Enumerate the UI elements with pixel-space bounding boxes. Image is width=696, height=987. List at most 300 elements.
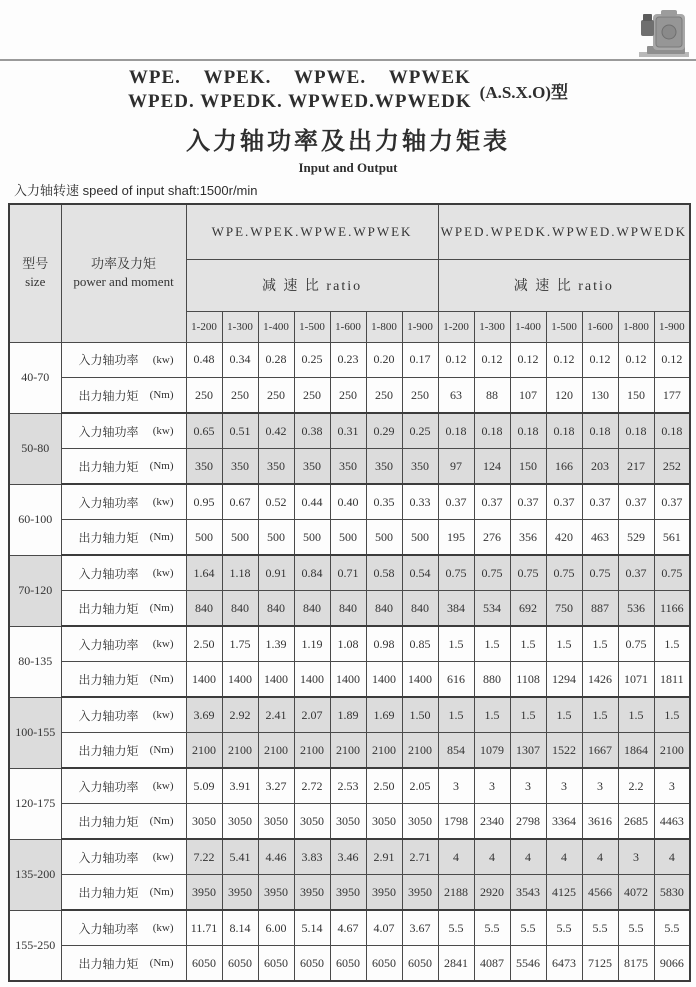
- power-value-cell: 0.18: [510, 413, 546, 449]
- moment-value-cell: 1166: [654, 591, 690, 627]
- power-row-label: 入力轴功率: [78, 637, 139, 652]
- power-value-cell: 0.25: [294, 342, 330, 378]
- moment-value-cell: 350: [330, 449, 366, 485]
- power-value-cell: 0.31: [330, 413, 366, 449]
- moment-value-cell: 130: [582, 378, 618, 414]
- power-value-cell: 0.65: [186, 413, 222, 449]
- model-codes-line1: WPE. WPEK. WPWE. WPWEK: [128, 67, 471, 88]
- table-row: [9, 413, 690, 449]
- moment-value-cell: 4125: [546, 875, 582, 911]
- power-value-cell: 0.37: [618, 484, 654, 520]
- moment-value-cell: 2100: [366, 733, 402, 769]
- moment-value-cell: 350: [222, 449, 258, 485]
- moment-value-cell: 2100: [258, 733, 294, 769]
- power-value-cell: 3.46: [330, 839, 366, 875]
- moment-value-cell: 5830: [654, 875, 690, 911]
- power-row-label: 入力轴功率: [78, 495, 139, 510]
- power-value-cell: 3: [654, 768, 690, 804]
- moment-row-label-cell: [61, 378, 186, 414]
- power-value-cell: 0.75: [546, 555, 582, 591]
- moment-value-cell: 4566: [582, 875, 618, 911]
- power-value-cell: 0.17: [402, 342, 438, 378]
- ratio-header-g2-1: 1-300: [474, 311, 510, 342]
- moment-value-cell: 3950: [294, 875, 330, 911]
- gearbox-photo: [637, 2, 691, 60]
- moment-value-cell: 63: [438, 378, 474, 414]
- power-value-cell: 0.75: [582, 555, 618, 591]
- moment-value-cell: 750: [546, 591, 582, 627]
- moment-value-cell: 880: [474, 662, 510, 698]
- moment-value-cell: 529: [618, 520, 654, 556]
- moment-value-cell: 854: [438, 733, 474, 769]
- moment-row-unit: (Nm): [149, 602, 174, 614]
- ratio-header-g2-2: 1-400: [510, 311, 546, 342]
- moment-row-label-cell: [61, 875, 186, 911]
- power-value-cell: 4: [510, 839, 546, 875]
- moment-value-cell: 150: [510, 449, 546, 485]
- table-row: [9, 875, 690, 911]
- moment-value-cell: 350: [258, 449, 294, 485]
- moment-value-cell: 500: [330, 520, 366, 556]
- moment-row-label: 出力轴力矩: [78, 459, 139, 474]
- moment-row-label-cell: [61, 733, 186, 769]
- moment-value-cell: 840: [258, 591, 294, 627]
- power-row-label: 入力轴功率: [78, 353, 139, 368]
- model-codes: [128, 66, 472, 114]
- power-value-cell: 3.27: [258, 768, 294, 804]
- moment-value-cell: 1079: [474, 733, 510, 769]
- power-value-cell: 0.12: [474, 342, 510, 378]
- table-row: [9, 662, 690, 698]
- moment-value-cell: 887: [582, 591, 618, 627]
- power-row-unit: (kw): [152, 353, 174, 366]
- moment-value-cell: 250: [402, 378, 438, 414]
- moment-value-cell: 2100: [186, 733, 222, 769]
- power-value-cell: 0.52: [258, 484, 294, 520]
- ratio-header-g1-1: 1-300: [222, 311, 258, 342]
- table-row: [9, 626, 690, 662]
- moment-value-cell: 384: [438, 591, 474, 627]
- moment-value-cell: 6050: [366, 946, 402, 982]
- power-value-cell: 4.67: [330, 910, 366, 946]
- model-type-suffix: (A.S.X.O)型: [479, 82, 568, 102]
- power-value-cell: 0.75: [510, 555, 546, 591]
- power-value-cell: 5.5: [582, 910, 618, 946]
- moment-value-cell: 1307: [510, 733, 546, 769]
- power-row-label-cell: [61, 768, 186, 804]
- power-value-cell: 2.91: [366, 839, 402, 875]
- power-value-cell: 0.28: [258, 342, 294, 378]
- moment-value-cell: 3050: [402, 804, 438, 840]
- moment-value-cell: 534: [474, 591, 510, 627]
- moment-row-label: 出力轴力矩: [78, 885, 139, 900]
- power-value-cell: 2.71: [402, 839, 438, 875]
- power-value-cell: 0.98: [366, 626, 402, 662]
- moment-value-cell: 7125: [582, 946, 618, 982]
- moment-value-cell: 9066: [654, 946, 690, 982]
- power-value-cell: 5.41: [222, 839, 258, 875]
- moment-row-label: 出力轴力矩: [78, 672, 139, 687]
- power-row-label: 入力轴功率: [78, 779, 139, 794]
- power-value-cell: 0.12: [438, 342, 474, 378]
- moment-value-cell: 250: [366, 378, 402, 414]
- power-value-cell: 1.08: [330, 626, 366, 662]
- power-value-cell: 1.18: [222, 555, 258, 591]
- moment-value-cell: 250: [330, 378, 366, 414]
- moment-value-cell: 3950: [402, 875, 438, 911]
- power-value-cell: 0.12: [546, 342, 582, 378]
- moment-row-label: 出力轴力矩: [78, 743, 139, 758]
- moment-row-label: 出力轴力矩: [78, 530, 139, 545]
- size-cell: 100-155: [9, 697, 61, 768]
- moment-value-cell: 2188: [438, 875, 474, 911]
- moment-value-cell: 500: [258, 520, 294, 556]
- moment-value-cell: 1294: [546, 662, 582, 698]
- power-value-cell: 0.18: [474, 413, 510, 449]
- moment-value-cell: 3950: [330, 875, 366, 911]
- power-value-cell: 4: [474, 839, 510, 875]
- power-row-label-cell: [61, 555, 186, 591]
- moment-row-unit: (Nm): [149, 957, 174, 969]
- moment-value-cell: 250: [222, 378, 258, 414]
- moment-value-cell: 250: [294, 378, 330, 414]
- moment-value-cell: 6050: [222, 946, 258, 982]
- power-value-cell: 5.5: [618, 910, 654, 946]
- moment-row-label-cell: [61, 520, 186, 556]
- moment-value-cell: 500: [366, 520, 402, 556]
- moment-value-cell: 107: [510, 378, 546, 414]
- moment-value-cell: 4087: [474, 946, 510, 982]
- ratio-header-g2-4: 1-600: [582, 311, 618, 342]
- ratio-header-g1-0: 1-200: [186, 311, 222, 342]
- power-value-cell: 4.46: [258, 839, 294, 875]
- power-value-cell: 0.54: [402, 555, 438, 591]
- moment-value-cell: 3050: [258, 804, 294, 840]
- power-value-cell: 1.5: [618, 697, 654, 733]
- table-body: [9, 342, 690, 981]
- moment-value-cell: 203: [582, 449, 618, 485]
- power-value-cell: 0.12: [510, 342, 546, 378]
- ratio-header-g2-0: 1-200: [438, 311, 474, 342]
- power-value-cell: 1.5: [438, 626, 474, 662]
- power-value-cell: 1.89: [330, 697, 366, 733]
- power-value-cell: 7.22: [186, 839, 222, 875]
- moment-value-cell: 840: [186, 591, 222, 627]
- power-value-cell: 1.75: [222, 626, 258, 662]
- moment-value-cell: 1864: [618, 733, 654, 769]
- moment-value-cell: 97: [438, 449, 474, 485]
- moment-value-cell: 88: [474, 378, 510, 414]
- group2-title: WPED.WPEDK.WPWED.WPWEDK: [438, 204, 690, 259]
- power-value-cell: 1.5: [654, 626, 690, 662]
- power-value-cell: 0.37: [582, 484, 618, 520]
- power-value-cell: 0.23: [330, 342, 366, 378]
- moment-value-cell: 1798: [438, 804, 474, 840]
- moment-value-cell: 3543: [510, 875, 546, 911]
- ratio-header-g1-4: 1-600: [330, 311, 366, 342]
- moment-row-unit: (Nm): [149, 886, 174, 898]
- model-code-row: [0, 66, 696, 114]
- moment-value-cell: 3050: [222, 804, 258, 840]
- table-row: [9, 839, 690, 875]
- power-row-unit: (kw): [152, 567, 174, 579]
- power-value-cell: 2.41: [258, 697, 294, 733]
- power-row-unit: (kw): [152, 780, 174, 792]
- moment-value-cell: 350: [366, 449, 402, 485]
- moment-value-cell: 150: [618, 378, 654, 414]
- table-row: [9, 449, 690, 485]
- moment-value-cell: 3950: [222, 875, 258, 911]
- moment-row-unit: (Nm): [149, 744, 174, 756]
- size-cell: 80-135: [9, 626, 61, 697]
- table-row: [9, 555, 690, 591]
- power-value-cell: 0.75: [654, 555, 690, 591]
- power-moment-table: [8, 203, 691, 982]
- power-value-cell: 0.37: [546, 484, 582, 520]
- moment-value-cell: 276: [474, 520, 510, 556]
- power-value-cell: 0.42: [258, 413, 294, 449]
- power-row-label: 入力轴功率: [78, 566, 139, 581]
- power-value-cell: 0.25: [402, 413, 438, 449]
- moment-value-cell: 1400: [258, 662, 294, 698]
- moment-value-cell: 1400: [294, 662, 330, 698]
- power-row-label-cell: [61, 484, 186, 520]
- moment-value-cell: 124: [474, 449, 510, 485]
- size-cell: 70-120: [9, 555, 61, 626]
- moment-value-cell: 1667: [582, 733, 618, 769]
- power-value-cell: 0.18: [654, 413, 690, 449]
- moment-value-cell: 1400: [366, 662, 402, 698]
- power-value-cell: 1.5: [546, 697, 582, 733]
- moment-value-cell: 2100: [222, 733, 258, 769]
- moment-value-cell: 616: [438, 662, 474, 698]
- power-value-cell: 1.5: [582, 626, 618, 662]
- moment-row-label-cell: [61, 662, 186, 698]
- moment-row-label: 出力轴力矩: [78, 814, 139, 829]
- power-value-cell: 2.07: [294, 697, 330, 733]
- power-row-label-cell: [61, 413, 186, 449]
- moment-row-unit: (Nm): [149, 673, 174, 685]
- power-value-cell: 0.29: [366, 413, 402, 449]
- moment-value-cell: 3050: [294, 804, 330, 840]
- power-moment-header-en: power and moment: [73, 274, 174, 290]
- power-value-cell: 5.09: [186, 768, 222, 804]
- model-codes-line2: WPED. WPEDK. WPWED.WPWEDK: [128, 91, 472, 112]
- power-value-cell: 0.12: [618, 342, 654, 378]
- power-value-cell: 5.14: [294, 910, 330, 946]
- power-value-cell: 0.20: [366, 342, 402, 378]
- power-row-unit: (kw): [152, 638, 174, 650]
- power-value-cell: 4.07: [366, 910, 402, 946]
- table-row: [9, 378, 690, 414]
- moment-value-cell: 840: [330, 591, 366, 627]
- table-row: [9, 910, 690, 946]
- power-value-cell: 0.91: [258, 555, 294, 591]
- power-value-cell: 3: [474, 768, 510, 804]
- moment-value-cell: 2100: [402, 733, 438, 769]
- power-row-label-cell: [61, 839, 186, 875]
- power-value-cell: 0.40: [330, 484, 366, 520]
- size-cell: 155-250: [9, 910, 61, 981]
- moment-value-cell: 6050: [402, 946, 438, 982]
- power-value-cell: 3.67: [402, 910, 438, 946]
- moment-value-cell: 3050: [186, 804, 222, 840]
- moment-row-label: 出力轴力矩: [78, 388, 139, 403]
- power-value-cell: 3: [438, 768, 474, 804]
- table-row: [9, 697, 690, 733]
- moment-row-label: 出力轴力矩: [78, 601, 139, 616]
- size-header-cn: 型号: [22, 256, 49, 272]
- power-value-cell: 2.92: [222, 697, 258, 733]
- moment-value-cell: 2340: [474, 804, 510, 840]
- page-title-chinese: 入力轴功率及出力轴力矩表: [186, 129, 510, 155]
- size-cell: 40-70: [9, 342, 61, 413]
- ratio-header-g1-3: 1-500: [294, 311, 330, 342]
- size-header-en: size: [25, 274, 46, 290]
- moment-row-unit: (Nm): [149, 815, 174, 827]
- power-row-unit: (kw): [152, 425, 174, 437]
- document-header: [0, 66, 696, 176]
- ratio-header-g1-6: 1-900: [402, 311, 438, 342]
- ratio-header-g1-5: 1-800: [366, 311, 402, 342]
- moment-value-cell: 5546: [510, 946, 546, 982]
- moment-value-cell: 6473: [546, 946, 582, 982]
- power-value-cell: 0.37: [654, 484, 690, 520]
- power-value-cell: 1.5: [654, 697, 690, 733]
- moment-value-cell: 3950: [366, 875, 402, 911]
- power-value-cell: 2.2: [618, 768, 654, 804]
- size-cell: 50-80: [9, 413, 61, 484]
- moment-value-cell: 120: [546, 378, 582, 414]
- moment-value-cell: 840: [402, 591, 438, 627]
- moment-value-cell: 3950: [258, 875, 294, 911]
- power-value-cell: 5.5: [546, 910, 582, 946]
- power-value-cell: 5.5: [438, 910, 474, 946]
- power-value-cell: 1.5: [510, 697, 546, 733]
- table-row: [9, 342, 690, 378]
- power-value-cell: 1.50: [402, 697, 438, 733]
- input-shaft-speed-note: 入力轴转速 speed of input shaft:1500r/min: [14, 183, 258, 198]
- moment-value-cell: 1400: [186, 662, 222, 698]
- power-value-cell: 2.50: [366, 768, 402, 804]
- power-value-cell: 2.05: [402, 768, 438, 804]
- power-row-label: 入力轴功率: [78, 424, 139, 439]
- power-row-unit: (kw): [152, 496, 174, 508]
- power-value-cell: 0.75: [618, 626, 654, 662]
- moment-value-cell: 1522: [546, 733, 582, 769]
- moment-value-cell: 500: [402, 520, 438, 556]
- power-value-cell: 1.5: [474, 697, 510, 733]
- page-title-english: Input and Output: [298, 160, 398, 175]
- moment-value-cell: 840: [366, 591, 402, 627]
- power-value-cell: 1.19: [294, 626, 330, 662]
- power-value-cell: 4: [438, 839, 474, 875]
- power-value-cell: 0.84: [294, 555, 330, 591]
- power-row-label: 入力轴功率: [78, 921, 139, 936]
- power-value-cell: 1.39: [258, 626, 294, 662]
- moment-value-cell: 2920: [474, 875, 510, 911]
- power-value-cell: 0.51: [222, 413, 258, 449]
- moment-row-unit: (Nm): [149, 389, 174, 401]
- power-value-cell: 1.64: [186, 555, 222, 591]
- moment-row-unit: (Nm): [149, 460, 174, 472]
- power-value-cell: 0.12: [582, 342, 618, 378]
- moment-value-cell: 500: [222, 520, 258, 556]
- moment-row-label-cell: [61, 804, 186, 840]
- power-value-cell: 3: [546, 768, 582, 804]
- moment-value-cell: 1400: [402, 662, 438, 698]
- power-value-cell: 0.67: [222, 484, 258, 520]
- moment-value-cell: 463: [582, 520, 618, 556]
- power-value-cell: 8.14: [222, 910, 258, 946]
- power-row-label-cell: [61, 626, 186, 662]
- power-value-cell: 0.18: [582, 413, 618, 449]
- size-cell: 135-200: [9, 839, 61, 910]
- power-moment-column-header: [61, 204, 186, 342]
- power-row-label-cell: [61, 697, 186, 733]
- table-row: [9, 591, 690, 627]
- moment-value-cell: 2100: [654, 733, 690, 769]
- power-value-cell: 1.5: [546, 626, 582, 662]
- power-value-cell: 0.58: [366, 555, 402, 591]
- table-row: [9, 804, 690, 840]
- moment-value-cell: 1071: [618, 662, 654, 698]
- power-value-cell: 0.38: [294, 413, 330, 449]
- power-value-cell: 5.5: [474, 910, 510, 946]
- moment-value-cell: 500: [186, 520, 222, 556]
- power-value-cell: 0.18: [546, 413, 582, 449]
- moment-value-cell: 350: [186, 449, 222, 485]
- power-value-cell: 2.53: [330, 768, 366, 804]
- moment-value-cell: 1400: [222, 662, 258, 698]
- power-value-cell: 0.35: [366, 484, 402, 520]
- power-value-cell: 0.33: [402, 484, 438, 520]
- table-row: [9, 946, 690, 982]
- moment-value-cell: 252: [654, 449, 690, 485]
- power-value-cell: 3.69: [186, 697, 222, 733]
- power-value-cell: 3.83: [294, 839, 330, 875]
- power-value-cell: 0.18: [618, 413, 654, 449]
- power-row-unit: (kw): [152, 851, 174, 863]
- power-value-cell: 0.18: [438, 413, 474, 449]
- gearbox-photo-drawing: [637, 2, 691, 60]
- moment-value-cell: 250: [258, 378, 294, 414]
- power-row-label: 入力轴功率: [78, 850, 139, 865]
- moment-value-cell: 3616: [582, 804, 618, 840]
- power-value-cell: 5.5: [654, 910, 690, 946]
- moment-value-cell: 2685: [618, 804, 654, 840]
- power-value-cell: 1.69: [366, 697, 402, 733]
- power-value-cell: 0.34: [222, 342, 258, 378]
- power-value-cell: 4: [654, 839, 690, 875]
- power-row-unit: (kw): [152, 922, 174, 934]
- size-cell: 120-175: [9, 768, 61, 839]
- power-value-cell: 0.95: [186, 484, 222, 520]
- moment-value-cell: 4463: [654, 804, 690, 840]
- power-value-cell: 3: [510, 768, 546, 804]
- power-value-cell: 6.00: [258, 910, 294, 946]
- moment-value-cell: 561: [654, 520, 690, 556]
- group2-ratio-label: 减 速 比 ratio: [438, 259, 690, 311]
- power-value-cell: 0.37: [438, 484, 474, 520]
- moment-row-label-cell: [61, 449, 186, 485]
- power-value-cell: 3: [582, 768, 618, 804]
- table-row: [9, 733, 690, 769]
- table-row: [9, 484, 690, 520]
- moment-value-cell: 3364: [546, 804, 582, 840]
- moment-value-cell: 350: [402, 449, 438, 485]
- moment-value-cell: 217: [618, 449, 654, 485]
